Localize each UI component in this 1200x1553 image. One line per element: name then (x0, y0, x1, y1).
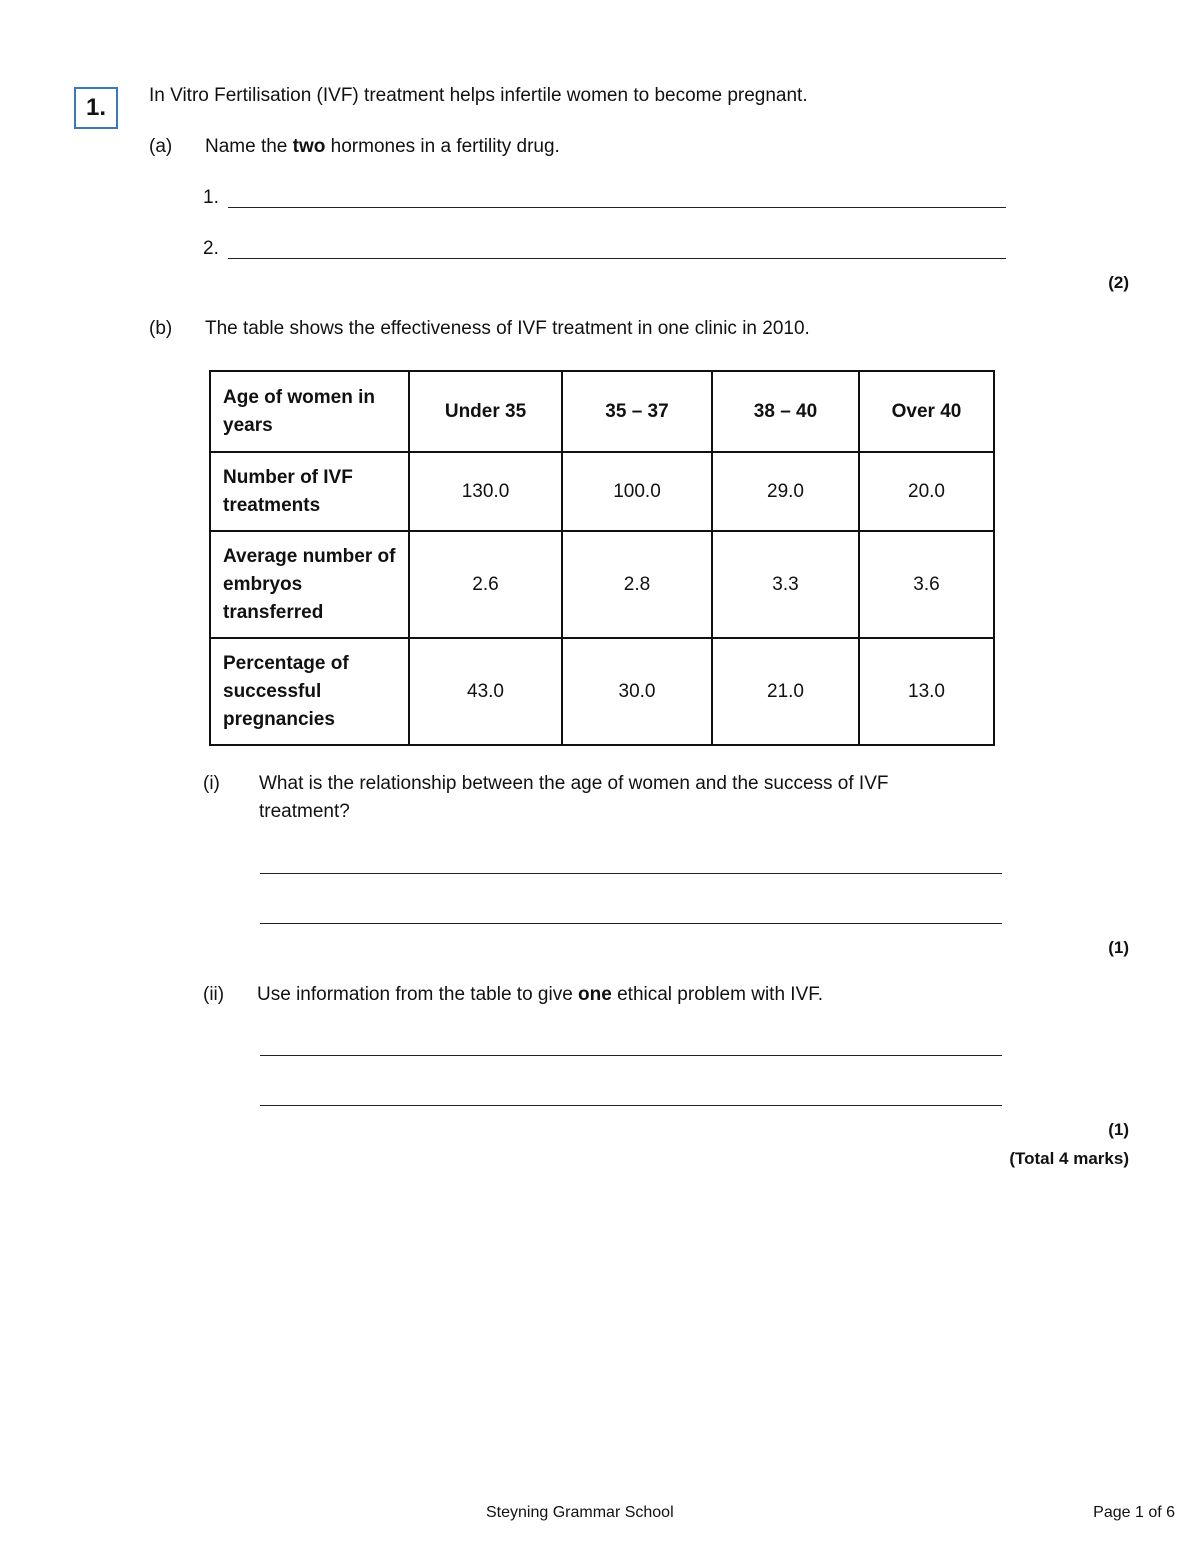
answer-label-2: 2. (203, 238, 219, 259)
answer-line-i1[interactable] (260, 873, 1002, 874)
table-header-38-40: 38 – 40 (712, 371, 859, 452)
table-cell: 20.0 (859, 452, 994, 531)
ivf-effectiveness-table (209, 370, 995, 746)
row-label-embryos: Average number of embryos transferred (210, 531, 409, 638)
table-header-age: Age of women in years (210, 371, 409, 452)
sub-ii-question (257, 984, 823, 1006)
question-intro: In Vitro Fertilisation (IVF) treatment helps infertile women to become pregnant. (149, 85, 808, 106)
sub-i-label: (i) (203, 773, 220, 794)
sub-ii-text-after: ethical problem with IVF. (611, 984, 824, 1005)
table-cell: 2.6 (409, 531, 562, 638)
answer-line-ii2[interactable] (260, 1105, 1002, 1106)
table-header-35-37: 35 – 37 (562, 371, 712, 452)
table-cell: 43.0 (409, 638, 562, 745)
table-cell: 3.3 (712, 531, 859, 638)
answer-line-i2[interactable] (260, 923, 1002, 924)
table-cell: 2.8 (562, 531, 712, 638)
part-a-marks: (2) (1108, 273, 1129, 292)
sub-i-line1: What is the relationship between the age of women and the success of IVF (259, 773, 889, 794)
sub-ii-marks: (1) (1108, 1120, 1129, 1139)
table-cell: 130.0 (409, 452, 562, 531)
part-a-question (205, 136, 560, 158)
part-a-text-bold: two (292, 136, 326, 157)
table-header-under-35: Under 35 (409, 371, 562, 452)
sub-i-line2: treatment? (259, 801, 350, 822)
part-b-label: (b) (149, 318, 173, 339)
answer-line-a1[interactable] (228, 207, 1006, 208)
question-number-box: 1. (74, 87, 118, 129)
sub-ii-text-before: Use information from the table to give (257, 984, 579, 1005)
table-cell: 100.0 (562, 452, 712, 531)
part-b-text: The table shows the effectiveness of IVF treatment in one clinic in 2010. (205, 318, 810, 339)
footer-page-number: Page 1 of 6 (1093, 1504, 1175, 1521)
part-a-label: (a) (149, 136, 173, 157)
answer-label-1: 1. (203, 187, 219, 208)
row-label-pregnancies: Percentage of successful pregnancies (210, 638, 409, 745)
row-label-treatments: Number of IVF treatments (210, 452, 409, 531)
part-a-text-before: Name the (205, 136, 293, 157)
table-row (210, 531, 994, 638)
answer-line-a2[interactable] (228, 258, 1006, 259)
answer-line-ii1[interactable] (260, 1055, 1002, 1056)
table-cell: 29.0 (712, 452, 859, 531)
table-cell: 21.0 (712, 638, 859, 745)
table-cell: 3.6 (859, 531, 994, 638)
sub-i-marks: (1) (1108, 938, 1129, 957)
table-cell: 13.0 (859, 638, 994, 745)
sub-ii-text-bold: one (578, 984, 612, 1005)
footer-school: Steyning Grammar School (486, 1504, 674, 1521)
total-marks: (Total 4 marks) (1009, 1149, 1129, 1168)
table-row (210, 638, 994, 745)
part-a-text-after: hormones in a fertility drug. (325, 136, 560, 157)
table-cell: 30.0 (562, 638, 712, 745)
table-header-over-40: Over 40 (859, 371, 994, 452)
table-header-row (210, 371, 994, 452)
sub-ii-label: (ii) (203, 984, 225, 1005)
table-row (210, 452, 994, 531)
